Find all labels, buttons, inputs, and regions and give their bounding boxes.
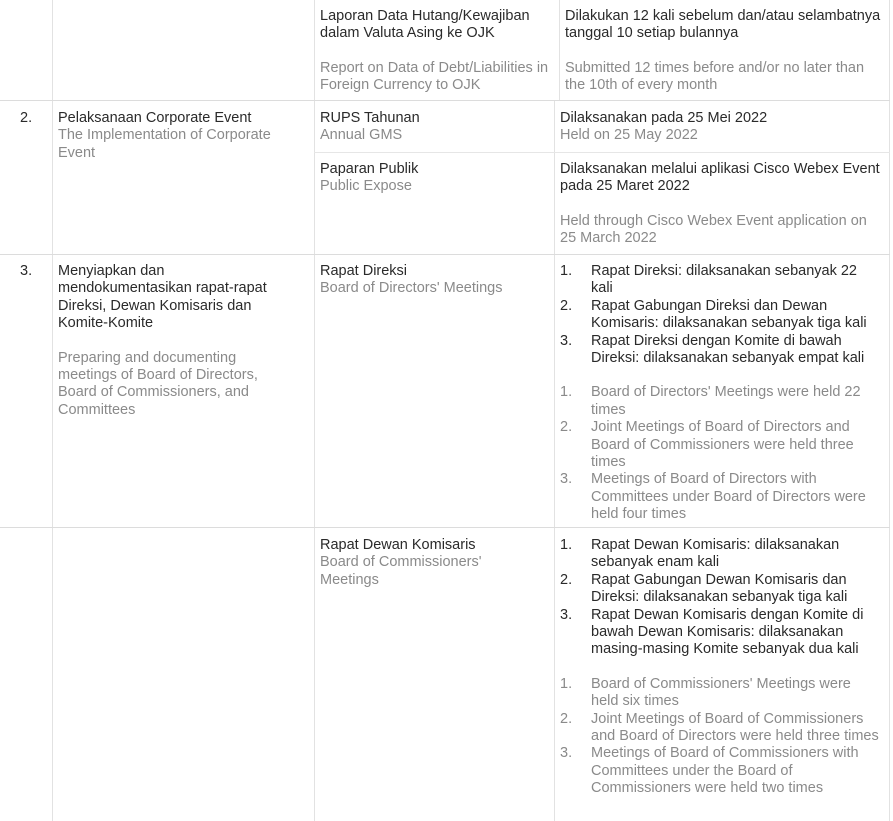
sub-item-description — [560, 537, 880, 798]
sub-item-name-en: Board of Directors' Meetings — [320, 280, 503, 297]
list-item — [560, 745, 880, 797]
list-text: Rapat Direksi: dilaksanakan sebanyak 22 kali — [591, 263, 857, 297]
sub-item-description — [560, 263, 880, 524]
sub-item-name-en: Annual GMS — [320, 127, 403, 144]
list-text: Joint Meetings of Board of Directors and Board of Commissioners were held three times — [591, 419, 854, 471]
list-item — [560, 263, 880, 298]
list-text: Rapat Dewan Komisaris: dilaksanakan sebanyak enam kali — [591, 537, 840, 571]
description-id: Dilaksanakan melalui aplikasi Cisco Webex Event pada 25 Maret 2022 — [560, 161, 880, 195]
activity-en: The Implementation of Corporate Event — [58, 127, 271, 161]
sub-item-name-id: Rapat Direksi — [320, 263, 408, 279]
table-row — [0, 0, 893, 100]
sub-item-name-id: Paparan Publik — [320, 161, 419, 177]
list-item — [560, 607, 880, 659]
sub-item-name-en: Board of Commissioners' Meetings — [320, 554, 482, 588]
sub-item-name-id: Rapat Dewan Komisaris — [320, 537, 476, 553]
sub-item-name-en: Public Expose — [320, 178, 412, 195]
description-en: Held on 25 May 2022 — [560, 127, 698, 144]
list-text: Board of Directors' Meetings were held 22 times — [591, 384, 861, 418]
sub-item-name — [320, 8, 552, 95]
list-item — [560, 333, 880, 368]
list-text: Meetings of Board of Commissioners with Committees under the Board of Commissioners were held two times — [591, 745, 859, 797]
list-number: 3. — [560, 471, 573, 488]
sub-item-name-en: Report on Data of Debt/Liabilities in Foreign Currency to OJK — [320, 59, 549, 94]
activity-id: Menyiapkan dan mendokumentasikan rapat-rapat Direksi, Dewan Komisaris dan Komite-Komite — [58, 263, 267, 332]
list-item — [560, 572, 880, 607]
sub-item-name — [320, 263, 550, 298]
sub-item-description — [560, 110, 885, 145]
description-id: Dilaksanakan pada 25 Mei 2022 — [560, 110, 768, 126]
list-item — [560, 537, 880, 572]
activity-id: Pelaksanaan Corporate Event — [58, 110, 252, 126]
table-row — [0, 527, 893, 821]
row-number: 3. — [20, 263, 33, 279]
activity-cell — [58, 110, 308, 162]
sub-item-name — [320, 537, 500, 589]
sub-item-description — [565, 8, 883, 95]
list-item — [560, 384, 880, 419]
list-item — [560, 419, 880, 471]
list-item — [560, 711, 880, 746]
description-en: Submitted 12 times before and/or no later than the 10th of every month — [565, 59, 865, 94]
list-text: Meetings of Board of Directors with Committees under Board of Directors were held four times — [591, 471, 866, 523]
list-number: 3. — [560, 332, 573, 349]
list-number: 1. — [560, 537, 573, 553]
list-item — [560, 471, 880, 523]
activity-en: Preparing and documenting meetings of Board of Directors, Board of Commissioners, and Committees — [58, 349, 258, 418]
table-row — [0, 100, 893, 254]
list-number: 1. — [560, 675, 573, 692]
list-number: 1. — [560, 384, 573, 401]
sub-item-name — [320, 110, 550, 145]
list-number: 2. — [560, 297, 573, 314]
sub-item-description — [560, 161, 885, 248]
list-text: Joint Meetings of Board of Commissioners and Board of Directors were held three times — [591, 710, 879, 745]
description-en: Held through Cisco Webex Event application on 25 March 2022 — [560, 212, 867, 247]
list-text: Rapat Dewan Komisaris dengan Komite di bawah Dewan Komisaris: dilaksanakan masing-masing Komite sebanyak dua kali — [591, 606, 864, 658]
sub-item-name-id: Laporan Data Hutang/Kewajiban dalam Valuta Asing ke OJK — [320, 8, 530, 42]
list-text: Rapat Gabungan Direksi dan Dewan Komisaris: dilaksanakan sebanyak tiga kali — [591, 297, 867, 332]
description-id: Dilakukan 12 kali sebelum dan/atau selambatnya tanggal 10 setiap bulannya — [565, 8, 881, 42]
list-text: Rapat Gabungan Dewan Komisaris dan Direksi: dilaksanakan sebanyak tiga kali — [591, 571, 848, 606]
meeting-list-id — [560, 263, 880, 367]
list-number: 2. — [560, 419, 573, 436]
list-item — [560, 298, 880, 333]
list-text: Rapat Direksi dengan Komite di bawah Direksi: dilaksanakan sebanyak empat kali — [591, 332, 865, 367]
list-number: 2. — [560, 571, 573, 588]
list-number: 3. — [560, 606, 573, 623]
row-number: 2. — [20, 110, 33, 126]
meeting-list-en — [560, 676, 880, 798]
activity-cell — [58, 263, 280, 419]
list-text: Board of Commissioners' Meetings were held six times — [591, 675, 851, 710]
list-item — [560, 676, 880, 711]
meeting-list-id — [560, 537, 880, 659]
list-number: 1. — [560, 263, 573, 279]
sub-item-name — [320, 161, 550, 196]
list-number: 3. — [560, 745, 573, 762]
meeting-list-en — [560, 384, 880, 523]
sub-item-name-id: RUPS Tahunan — [320, 110, 420, 126]
list-number: 2. — [560, 710, 573, 727]
table-row — [0, 254, 893, 527]
